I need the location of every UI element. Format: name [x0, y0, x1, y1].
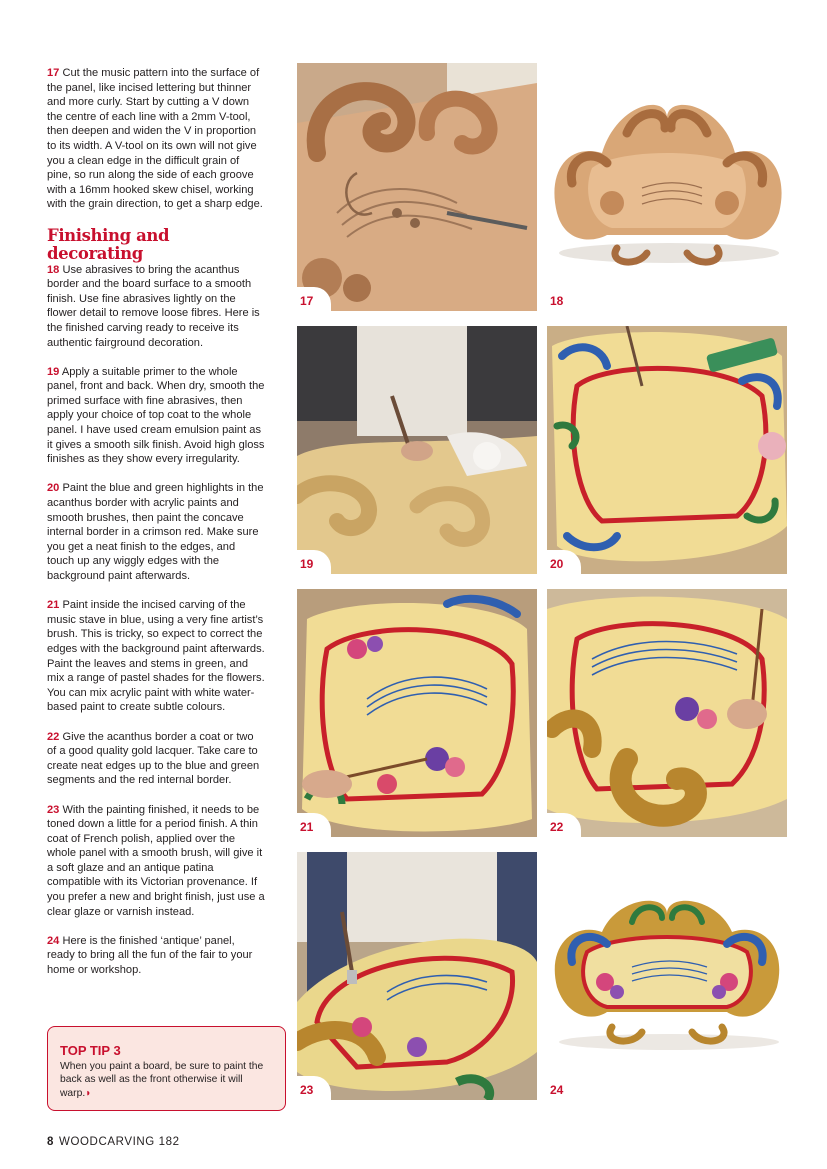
step-text: Apply a suitable primer to the whole panel, front and back. When dry, smooth the primed surface with fine abrasives, then apply your choice of top coat to the whole panel. I have used cream emulsion paint as it gives a smooth silk finish. Avoid high gloss finishes as they show every irregularity. — [47, 365, 265, 466]
page-footer — [47, 1136, 180, 1148]
step-22 — [47, 730, 265, 788]
photo-label: 19 — [297, 550, 331, 574]
photo-20 — [547, 326, 787, 574]
page-number: 8 — [47, 1136, 54, 1148]
step-18 — [47, 263, 265, 351]
step-number: 17 — [47, 67, 60, 79]
photo-label: 18 — [550, 294, 564, 308]
step-number: 23 — [47, 803, 60, 816]
photo-17 — [297, 63, 537, 311]
step-text: Paint inside the incised carving of the music stave in blue, using a very fine artist’s brush. This is tricky, so expect to correct the edges with the background paint afterwards. Paint the leaves and stems in green, and mix a range of pastel shades for the flowers. You can mix acrylic paint with white water-based paint to create subtle colours. — [47, 599, 265, 714]
step-24 — [47, 934, 265, 978]
photo-label: 21 — [297, 813, 331, 837]
step-text: With the painting finished, it needs to be toned down a little for a period finish. A thin coat of French polish, applied over the whole panel with a smooth brush, will give it a soft glaze and an antique patina compatible with its Victorian provenance. If you prefer a new and bright finish, just use a clear glaze or varnish instead. — [47, 803, 265, 918]
magazine-issue: WOODCARVING 182 — [59, 1136, 180, 1148]
top-tip-text — [60, 1060, 275, 1100]
step-text: Use abrasives to bring the acanthus border and the board surface to a smooth finish. Use fine abrasives lightly on the flower detail to remove loose fibres. Here is the finished carving ready to receive its authentic fairground decoration. — [47, 263, 260, 349]
finished-panel-image — [547, 852, 787, 1100]
step-23 — [47, 803, 265, 920]
photo-24 — [547, 852, 787, 1100]
photo-label: 20 — [547, 550, 581, 574]
top-tip-title: TOP TIP 3 — [60, 1043, 121, 1058]
step-number: 18 — [47, 263, 60, 276]
painting-stave-image — [297, 589, 537, 837]
photo-label: 23 — [297, 1076, 331, 1100]
photo-23 — [297, 852, 537, 1100]
step-number: 22 — [47, 730, 60, 743]
article-text-column — [47, 66, 265, 978]
top-tip-body: When you paint a board, be sure to paint the back as well as the front otherwise it will warp. — [60, 1061, 264, 1099]
carving-chisel-image — [297, 63, 537, 311]
step-text: Paint the blue and green highlights in the acanthus border with acrylic paints and smooth brushes, then paint the concave internal border in a crimson red. Make sure you get a neat finish to the edges, and touch up any wiggly edges with the background paint afterwards. — [47, 482, 264, 582]
photo-label: 24 — [550, 1083, 564, 1097]
gold-lacquer-image — [547, 589, 787, 837]
french-polish-image — [297, 852, 537, 1100]
step-number: 21 — [47, 599, 60, 612]
step-number: 24 — [47, 934, 60, 947]
section-heading: Finishing and decorating — [47, 225, 170, 263]
step-17 — [47, 66, 265, 212]
end-mark-icon: ◗ — [85, 1087, 92, 1099]
step-21 — [47, 598, 265, 715]
step-text: Give the acanthus border a coat or two of a good quality gold lacquer. Take care to create neat edges up to the blue and green segments and the red internal border. — [47, 730, 260, 787]
step-20 — [47, 481, 265, 583]
photo-label: 22 — [547, 813, 581, 837]
photo-21 — [297, 589, 537, 837]
step-text: Here is the finished ‘antique’ panel, ready to bring all the fun of the fair to your home or workshop. — [47, 934, 253, 977]
step-number: 19 — [47, 365, 60, 378]
step-19 — [47, 365, 265, 467]
photo-18 — [547, 63, 787, 311]
photo-19 — [297, 326, 537, 574]
photo-22 — [547, 589, 787, 837]
top-tip-box — [47, 1026, 286, 1111]
photo-label: 17 — [297, 287, 331, 311]
step-number: 20 — [47, 482, 60, 495]
step-text: Cut the music pattern into the surface of the panel, like incised lettering but thinner and more curly. Start by cutting a V down the centre of each line with a 2mm V-tool, then deepen and widen the V in proportion to its width. A V-tool on its own will not give you a clean edge in the difficult grain of pine, so run along the side of each groove with a 16mm hooked skew chisel, working with the grain direction, to get a sharp edge. — [47, 67, 263, 211]
finished-carving-image — [547, 63, 787, 311]
painting-border-image — [547, 326, 787, 574]
priming-panel-image — [297, 326, 537, 574]
